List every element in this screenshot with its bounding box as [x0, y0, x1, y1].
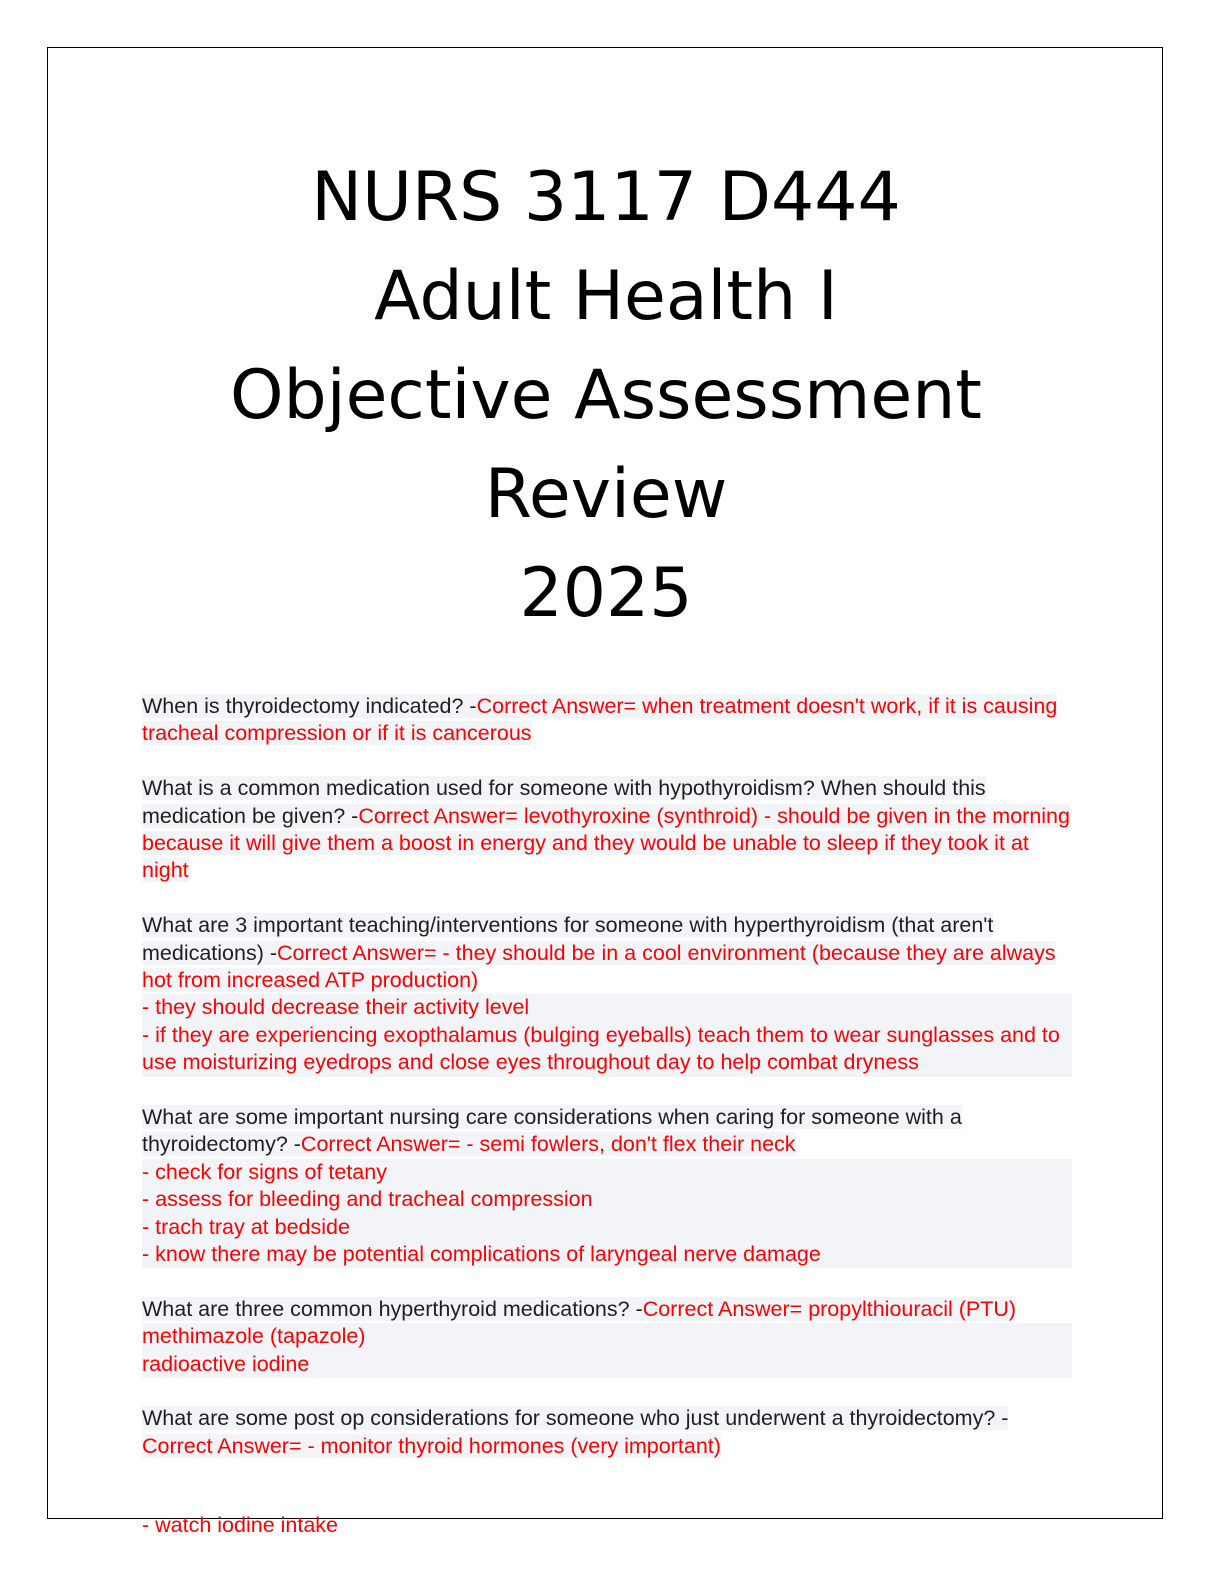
- qa-list: [142, 693, 1072, 1488]
- qa-item: [142, 693, 1072, 748]
- answer-text: Correct Answer= levothyroxine (synthroid) - should be given in the morning because it will give them a boost in energy and they would be unable to sleep if they took it at night: [142, 803, 1070, 883]
- title-line-course: NURS 3117 D444: [311, 158, 901, 237]
- document-title: [0, 148, 1212, 643]
- answer-line: - assess for bleeding and tracheal compression: [142, 1186, 1072, 1213]
- answer-line: radioactive iodine: [142, 1351, 1072, 1378]
- title-line-subject: Adult Health I: [374, 257, 838, 336]
- answer-text: Correct Answer= - they should be in a cool environment (because they are always hot from increased ATP production): [142, 940, 1056, 993]
- qa-item: [142, 912, 1072, 1076]
- answer-text: Correct Answer= - monitor thyroid hormones (very important): [142, 1433, 721, 1458]
- qa-item: [142, 1104, 1072, 1268]
- question-text: When is thyroidectomy indicated? -: [142, 694, 477, 718]
- qa-item: [142, 1296, 1072, 1378]
- question-text: What are 3 important teaching/interventions for someone with hyperthyroidism (that aren't medications) -: [142, 913, 994, 965]
- qa-item: [142, 1405, 1072, 1460]
- answer-line: - trach tray at bedside: [142, 1214, 1072, 1241]
- question-text: What are some important nursing care considerations when caring for someone with a thyroidectomy? -: [142, 1105, 962, 1157]
- answer-line: methimazole (tapazole): [142, 1323, 1072, 1350]
- question-text: What is a common medication used for someone with hypothyroidism? When should this medication be given? -: [142, 776, 986, 828]
- answer-text: Correct Answer= - semi fowlers, don't flex their neck: [300, 1132, 796, 1157]
- qa-item: [142, 775, 1072, 885]
- answer-line: - check for signs of tetany: [142, 1159, 1072, 1186]
- question-text: What are three common hyperthyroid medications? -: [142, 1296, 643, 1321]
- question-text: What are some post op considerations for someone who just underwent a thyroidectomy? -: [142, 1406, 1009, 1431]
- answer-line: - if they are experiencing exopthalamus (bulging eyeballs) teach them to wear sunglasses and to use moisturizing eyedrops and close eyes throughout day to help combat dryness: [142, 1022, 1072, 1077]
- overflow-answer-line: - watch iodine intake: [142, 1513, 338, 1537]
- title-line-assessment: Objective Assessment: [230, 356, 982, 435]
- answer-text: Correct Answer= when treatment doesn't work, if it is causing tracheal compression or if it is cancerous: [142, 694, 1058, 746]
- answer-text: Correct Answer= propylthiouracil (PTU): [642, 1296, 1017, 1321]
- answer-line: - know there may be potential complications of laryngeal nerve damage: [142, 1241, 1072, 1268]
- title-line-year: 2025: [519, 554, 693, 633]
- title-line-review: Review: [484, 455, 728, 534]
- answer-line: - they should decrease their activity level: [142, 994, 1072, 1021]
